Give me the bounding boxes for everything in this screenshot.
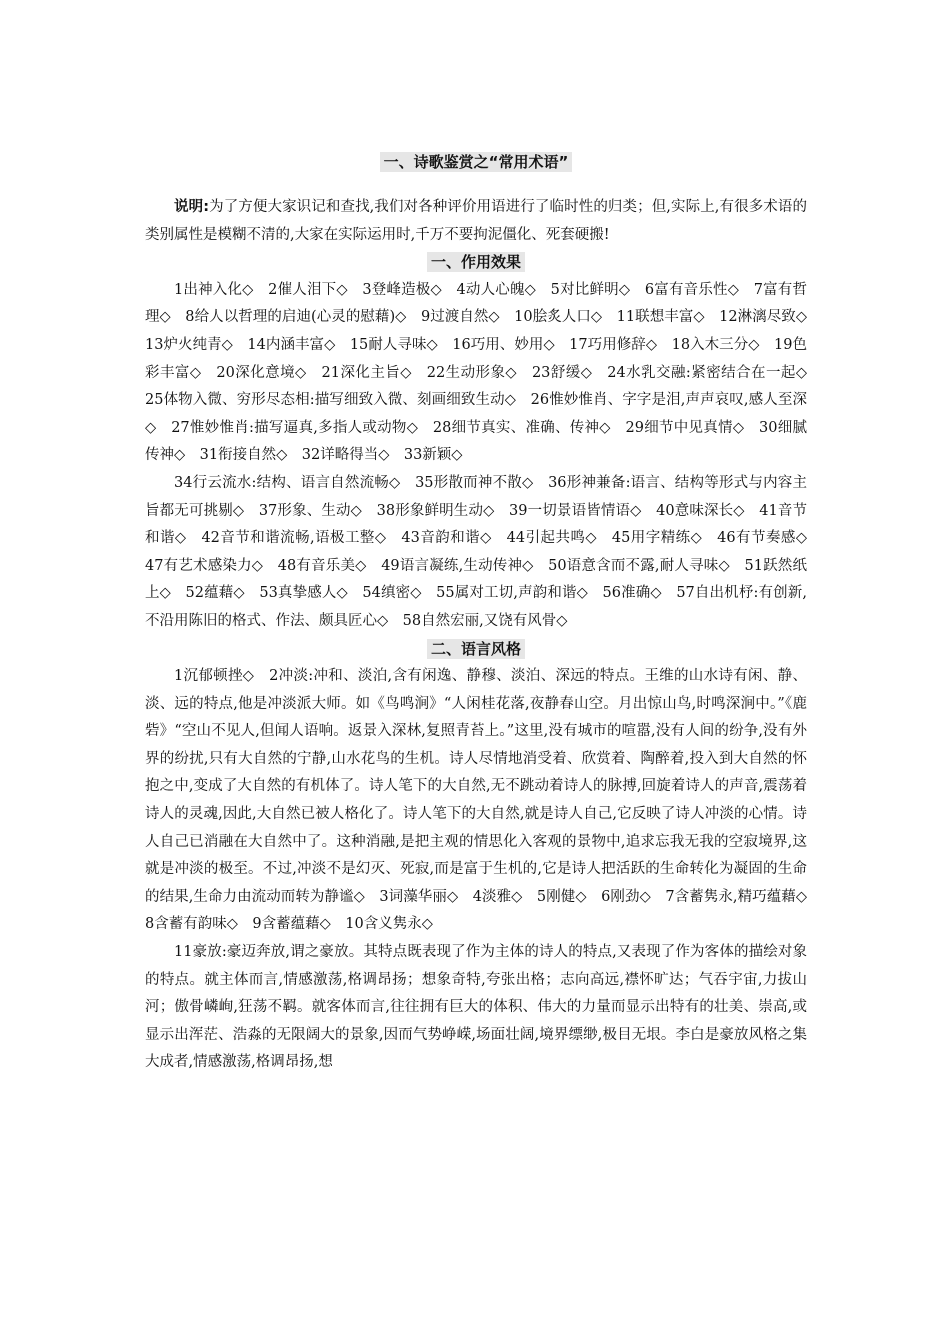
style-paragraph-2: 11豪放:豪迈奔放,谓之豪放。其特点既表现了作为主体的诗人的特点,又表现了作为客体的描绘对象的特点。就主体而言,情感激荡,格调昂扬；想象奇特,夸张出格；志向高远,襟怀旷达；气吞宇宙,力拔山河；傲骨嶙峋,狂荡不羁。就客体而言,往往拥有巨大的体积、伟大的力量而显示出特有的壮美、崇高,或显示出浑茫、浩淼的无限阔大的景象,因而气势峥嵘,场面壮阔,境界缥缈,极目无垠。李白是豪放风格之集大成者,情感激荡,格调昂扬,想 bbox=[145, 944, 807, 1071]
intro-label: 说明: bbox=[174, 199, 209, 215]
effects-paragraph-2: 34行云流水:结构、语言自然流畅◇ 35形散而神不散◇ 36形神兼备:语言、结构等形式与内容主旨都无可挑剔◇ 37形象、生动◇ 38形象鲜明生动◇ 39一切景语皆情语◇ 40意味深长◇ 41音节和谐◇ 42音节和谐流畅,语极工整◇ 43音韵和谐◇ 44引起共鸣◇ 45用字精练◇ 46有节奏感◇ 47有艺术感染力◇ 48有音乐美◇ 49语言凝练,生动传神◇ 50语意含而不露,耐人寻味◇ 51跃然纸上◇ 52蕴藉◇ 53真挚感人◇ 54缜密◇ 55属对工切,声韵和谐◇ 56准确◇ 57自出机杼:有创新,不沿用陈旧的格式、作法、颇具匠心◇ 58自然宏丽,又饶有风骨◇ bbox=[145, 474, 822, 629]
style-paragraph-1: 1沉郁顿挫◇ 2冲淡:冲和、淡泊,含有闲逸、静穆、淡泊、深远的特点。王维的山水诗有闲、静、淡、远的特点,他是冲淡派大师。如《鸟鸣涧》“人闲桂花落,夜静春山空。月出惊山鸟,时鸣深涧中。”《鹿砦》“空山不见人,但闻人语响。返景入深林,复照青苔上。”这里,没有城市的喧嚣,没有人间的纷争,没有外界的纷扰,只有大自然的宁静,山水花鸟的生机。诗人尽情地消受着、欣赏着、陶醉着,投入到大自然的怀抱之中,变成了大自然的有机体了。诗人笔下的大自然,无不跳动着诗人的脉搏,回旋着诗人的声音,震荡着诗人的灵魂,因此,大自然已被人格化了。诗人笔下的大自然,就是诗人自己,它反映了诗人冲淡的心情。诗人自己已消融在大自然中了。这种消融,是把主观的情思化入客观的景物中,追求忘我无我的空寂境界,这就是冲淡的极至。不过,冲淡不是幻灭、死寂,而是富于生机的,它是诗人把活跃的生命转化为凝固的生命的结果,生命力由流动而转为静谧◇ 3词藻华丽◇ 4淡雅◇ 5刚健◇ 6刚劲◇ 7含蓄隽永,精巧蕴藉◇ 8含蓄有韵味◇ 9含蓄蕴藉◇ 10含义隽永◇ bbox=[145, 668, 822, 933]
document-title: 一、诗歌鉴赏之“常用术语” bbox=[145, 151, 807, 173]
intro-text: 为了方便大家识记和查找,我们对各种评价用语进行了临时性的归类；但,实际上,有很多术语的类别属性是模糊不清的,大家在实际运用时,千万不要拘泥僵化、死套硬搬! bbox=[145, 199, 807, 243]
section-heading-effects: 一、作用效果 bbox=[145, 249, 807, 277]
document-body bbox=[145, 194, 822, 1077]
effects-paragraph-1: 1出神入化◇ 2催人泪下◇ 3登峰造极◇ 4动人心魄◇ 5对比鲜明◇ 6富有音乐性◇ 7富有哲理◇ 8给人以哲理的启迪(心灵的慰藉)◇ 9过渡自然◇ 10脍炙人口◇ 11联想丰富◇ 12淋漓尽致◇ 13炉火纯青◇ 14内涵丰富◇ 15耐人寻味◇ 16巧用、妙用◇ 17巧用修辞◇ 18入木三分◇ 19色彩丰富◇ 20深化意境◇ 21深化主旨◇ 22生动形象◇ 23舒缓◇ 24水乳交融:紧密结合在一起◇ 25体物入微、穷形尽态相:描写细致入微、刻画细致生动◇ 26惟妙惟肖、字字是泪,声声哀叹,感人至深◇ 27惟妙惟肖:描写逼真,多指人或动物◇ 28细节真实、准确、传神◇ 29细节中见真情◇ 30细腻传神◇ 31衔接自然◇ 32详略得当◇ 33新颖◇ bbox=[145, 281, 822, 464]
intro-paragraph bbox=[145, 194, 807, 249]
section-heading-style: 二、语言风格 bbox=[145, 636, 807, 664]
